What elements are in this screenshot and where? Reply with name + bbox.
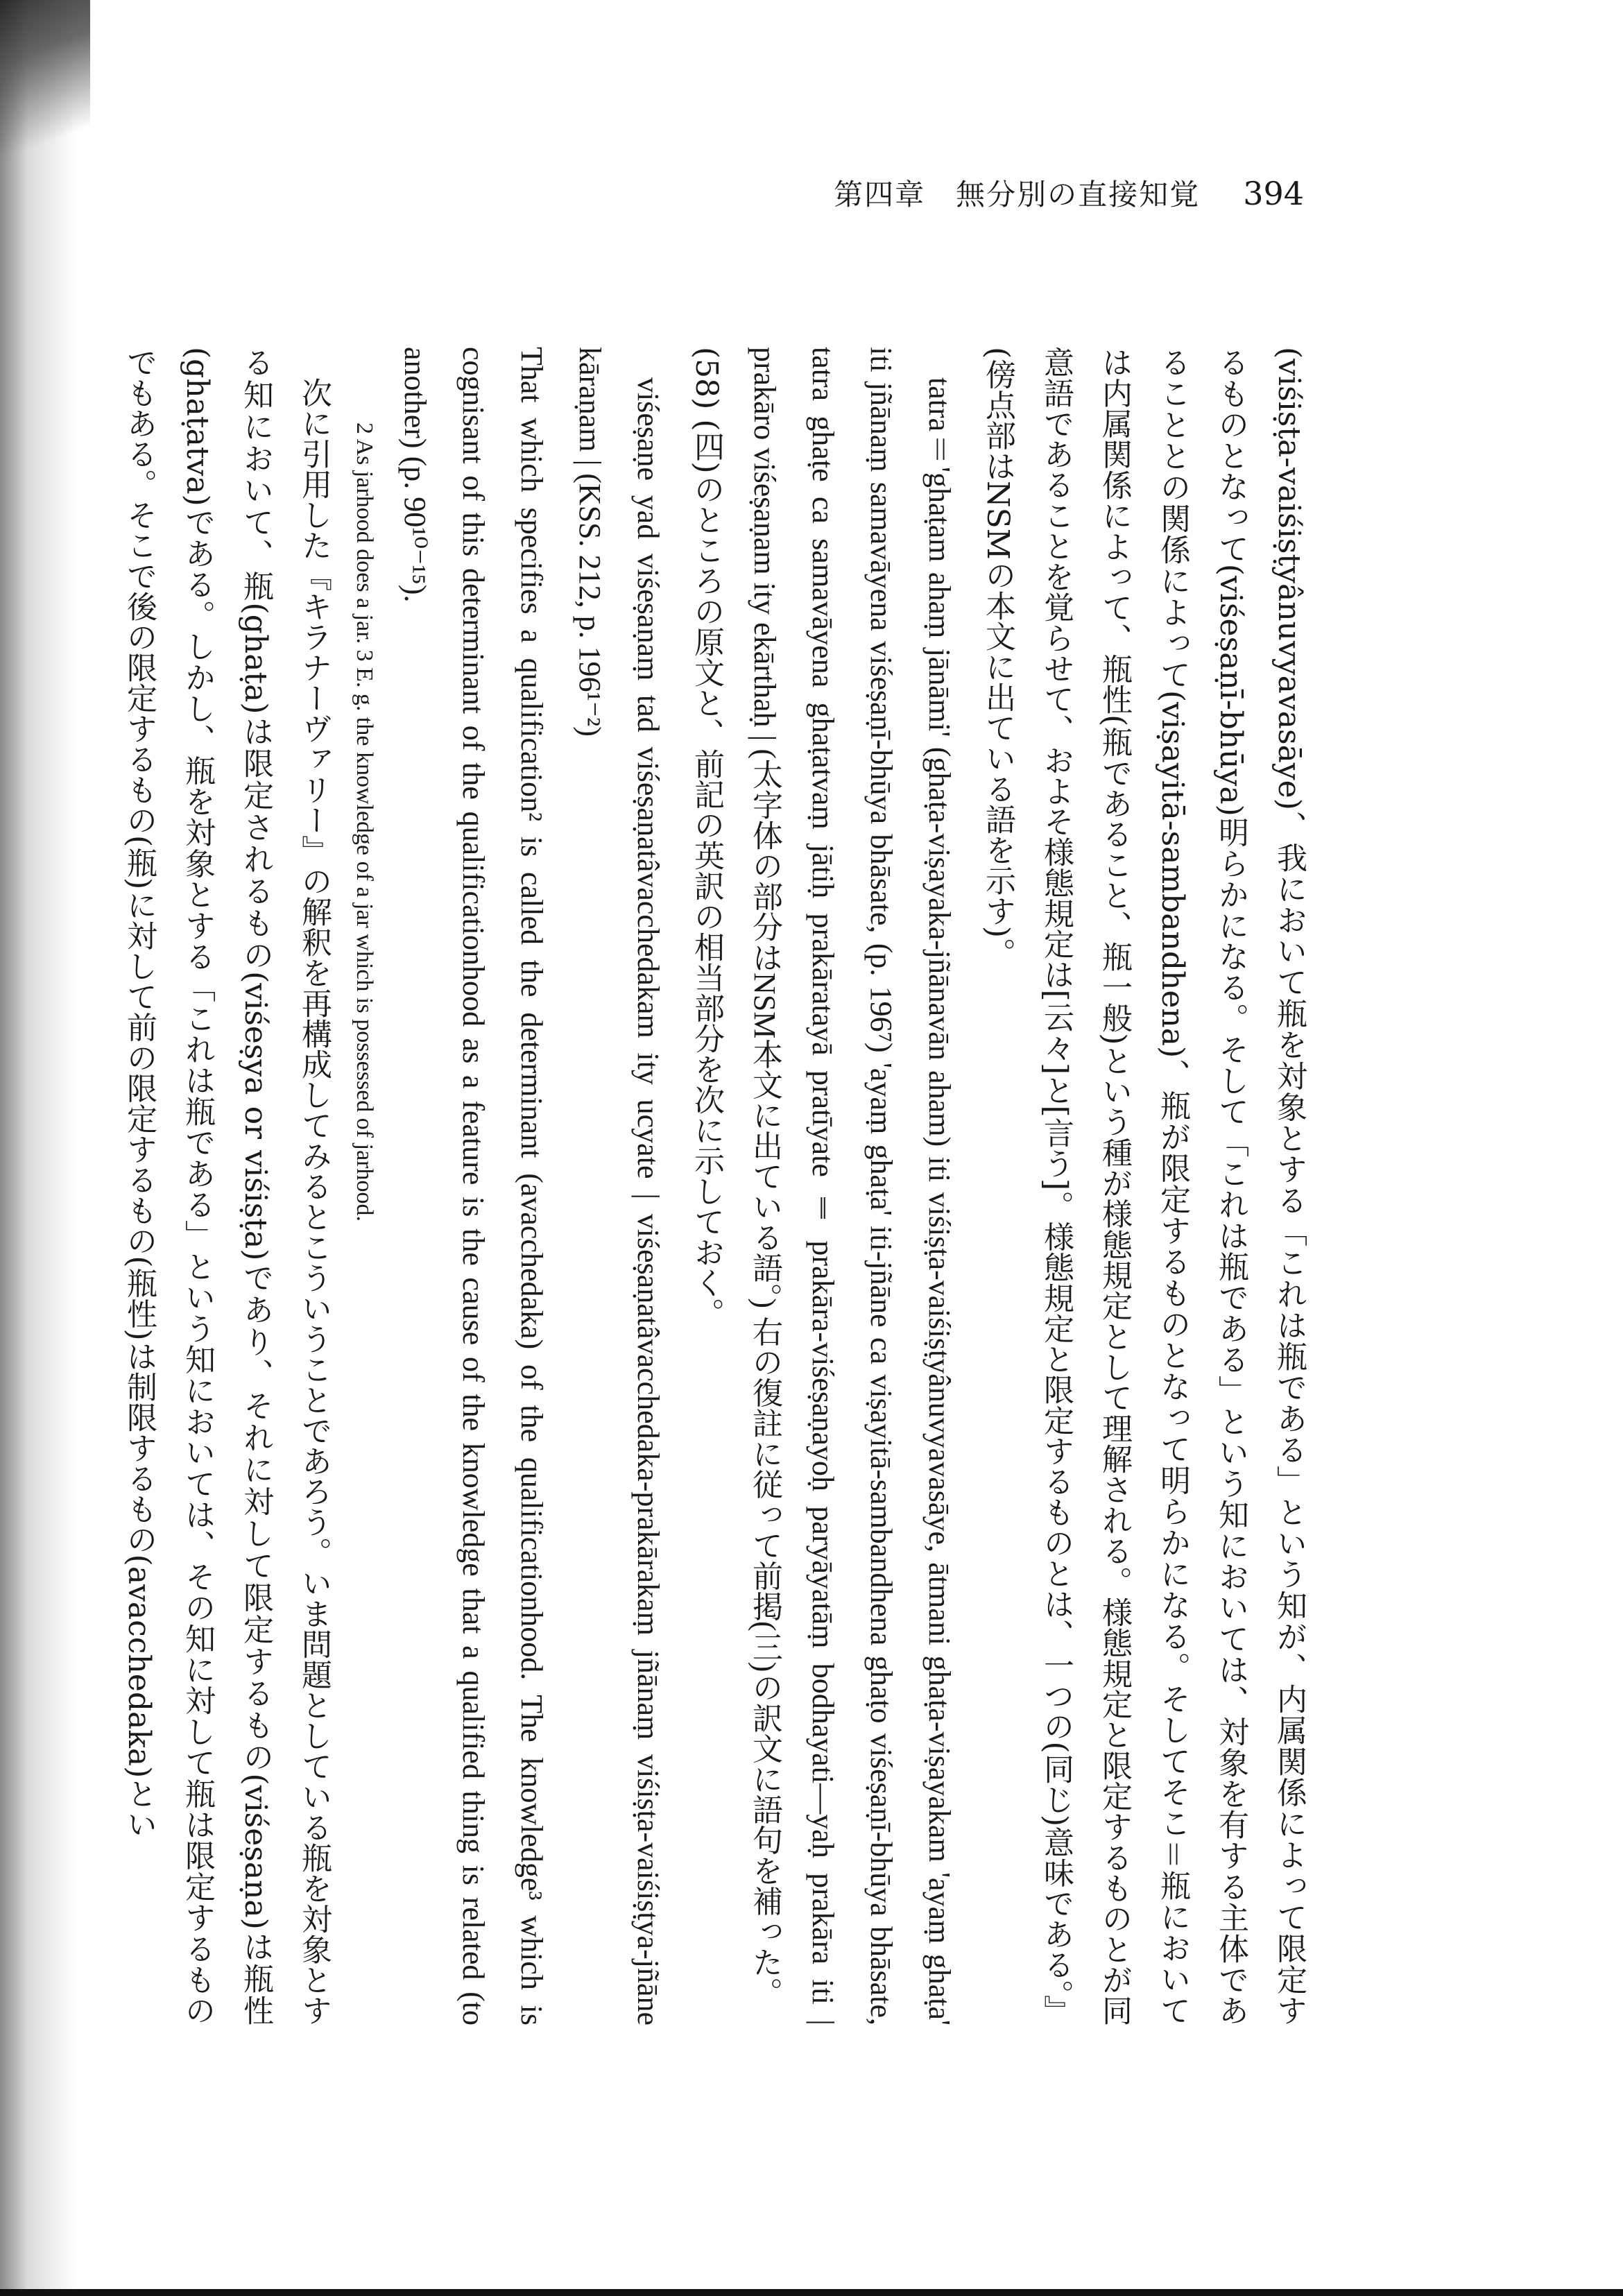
footnote: 2 As jarhood does a jar. 3 E. g. the knowledge of a jar which is possessed of jarhood. (352, 422, 377, 1222)
sanskrit-quote: viśeṣaṇe yad viśeṣaṇaṃ tad viśeṣaṇatâvacchedakam ity ucyate | viśeṣaṇatâvacchedaka-prakārakaṃ jñānaṃ viśiṣṭa-vaiśiṣṭya-jñāne kāraṇam | (KSS. 212, p. 196¹⁻²) (573, 347, 665, 2025)
chapter-title: 第四章 無分別の直接知覚 (834, 178, 1201, 212)
vertical-text-body (0, 347, 1318, 2025)
paragraph-continuation: (viśiṣṭa-vaiśiṣṭyânuvyavasāye)、我において瓶を対象とする「これは瓶である」という知が、内属関係によって限定するものとなって(viśeṣaṇī-bhūya)明らかになる。そして「これは瓶である」という知においては、対象を有する主体であることとの関係によって(viṣayitā-sambandhena)、瓶が限定するものとなって明らかになる。そしてそこ＝瓶においては内属関係によって、瓶性(瓶であること、瓶一般)という種が様態規定として理解される。様態規定と限定するものとが同意語であることを覚らせて、およそ様態規定は[云々]と[言う]。様態規定と限定するものとは、一つの(同じ)意味である。』(傍点部はNSMの本文に出ている語を示す)。 (980, 347, 1307, 2025)
note-intro: (四)のところの原文と、前記の英訳の相当部分を次に示しておく。 (689, 419, 724, 1328)
paragraph-analysis: 次に引用した『キラナーヴァリー』の解釈を再構成してみるとこういうことであろう。いま問題としている瓶を対象とする知において、瓶(ghaṭa)は限定されるもの(viśeṣya or viśiṣṭa)であり、それに対して限定するもの(viśeṣaṇa)は瓶性(ghaṭatva)である。しかし、瓶を対象とする「これは瓶である」という知においては、その知に対して瓶は限定するものでもある。そこで後の限定するもの(瓶)に対して前の限定するもの(瓶性)は制限するもの(avacchedaka)とい (121, 347, 332, 2025)
scan-shadow-corner (0, 0, 90, 180)
page-number: 394 (1243, 175, 1304, 212)
sanskrit-commentary: tatra＝'ghaṭam ahaṃ jānāmi' (ghaṭa-viṣayaka-jñānavān aham) iti viśiṣṭa-vaiśiṣṭyânuvyavasāye, ātmani ghaṭa-viṣayakam 'ayaṃ ghaṭa' iti jñānaṃ samavāyena viśeṣaṇī-bhūya bhāsate, (p. 196⁷) 'ayaṃ ghaṭa' iti-jñāne ca viṣayitā-sambandhena ghaṭo viśeṣaṇī-bhūya bhāsate, tatra ghaṭe ca samavāyena ghaṭatvaṃ jātiḥ prakāratayā pratīyate ‖ prakāra-viśeṣaṇayoḥ paryāyatāṃ bodhayati—yaḥ prakāra iti | prakāro viśeṣaṇam ity ekārthaḥ | (太字体の部分はNSM本文に出ている語。) 右の復註に従って前掲(三)の訳文に語句を補った。 (748, 347, 956, 2025)
scan-bottom-edge (0, 2289, 1623, 2296)
running-header (834, 172, 1304, 214)
english-translation: That which specifies a qualification² is called the determinant (avacchedaka) of the qualificationhood. The knowledge³ which is cognisant of this determinant of the qualificationhood as a feature is the cause of the knowledge that a qualified thing is related (to another) (p. 90¹⁰⁻¹⁵). (398, 347, 549, 2025)
note-number: (58) (689, 347, 724, 410)
note-entry (677, 347, 735, 2025)
